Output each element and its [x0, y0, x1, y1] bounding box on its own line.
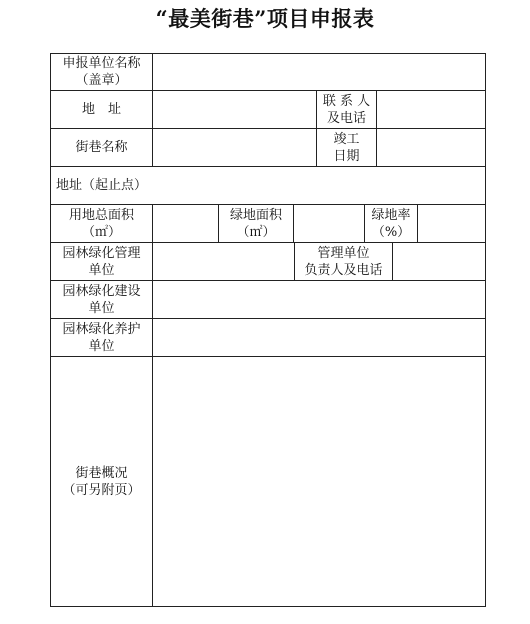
- management-unit-label: 园林绿化管理 单位: [50, 243, 153, 281]
- street-overview-label: 街巷概况 （可另附页）: [50, 357, 153, 607]
- management-unit-field[interactable]: [153, 243, 295, 281]
- address-range-text: 地址（起止点）: [56, 178, 148, 193]
- street-name-label: 街巷名称: [50, 129, 153, 167]
- management-contact-field[interactable]: [393, 243, 486, 281]
- street-overview-field[interactable]: [153, 357, 486, 607]
- construction-unit-label: 园林绿化建设 单位: [50, 281, 153, 319]
- applicant-unit-field[interactable]: [153, 53, 486, 91]
- total-area-field[interactable]: [153, 205, 219, 243]
- contact-person-field[interactable]: [377, 91, 486, 129]
- green-area-field[interactable]: [294, 205, 365, 243]
- street-name-field[interactable]: [153, 129, 317, 167]
- page-title: “最美街巷”项目申报表: [155, 6, 375, 31]
- completion-date-label: 竣工 日期: [317, 129, 377, 167]
- maintenance-unit-field[interactable]: [153, 319, 486, 357]
- green-rate-label: 绿地率 （%）: [365, 205, 418, 243]
- construction-unit-field[interactable]: [153, 281, 486, 319]
- address-range-label[interactable]: [50, 167, 486, 205]
- green-rate-field[interactable]: [418, 205, 486, 243]
- green-area-label: 绿地面积 （㎡）: [219, 205, 294, 243]
- address-label: 地 址: [50, 91, 153, 129]
- address-field[interactable]: [153, 91, 317, 129]
- management-contact-label: 管理单位 负责人及电话: [295, 243, 393, 281]
- completion-date-field[interactable]: [377, 129, 486, 167]
- applicant-unit-label: 申报单位名称 （盖章）: [50, 53, 153, 91]
- application-form: [50, 53, 486, 607]
- maintenance-unit-label: 园林绿化养护 单位: [50, 319, 153, 357]
- contact-person-label: 联 系 人 及电话: [317, 91, 377, 129]
- total-area-label: 用地总面积 （㎡）: [50, 205, 153, 243]
